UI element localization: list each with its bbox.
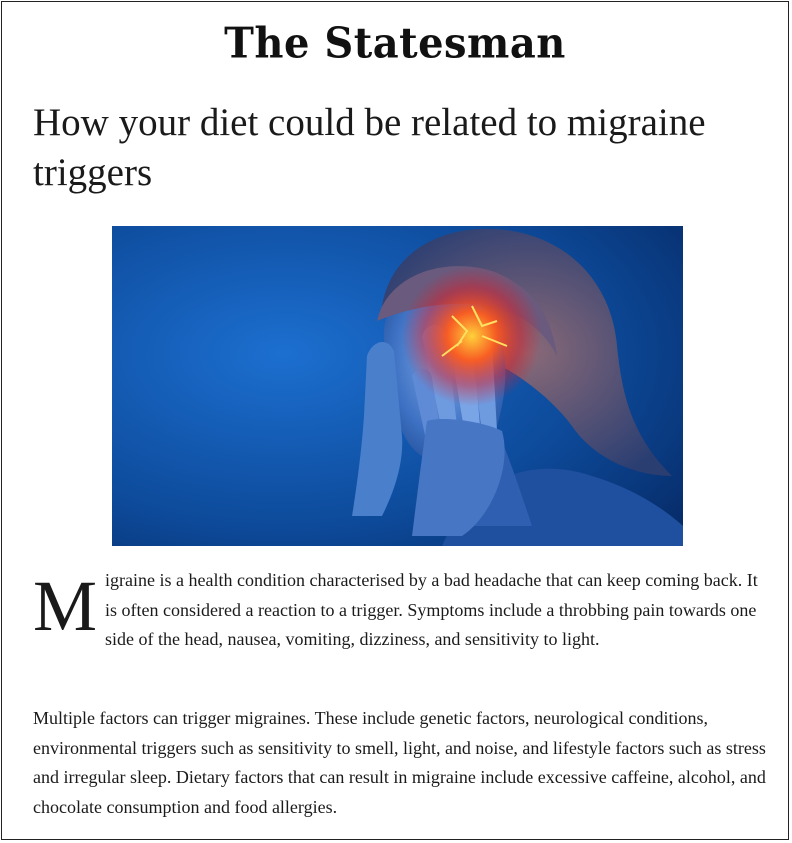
drop-cap: M	[33, 566, 98, 646]
article-paragraph-2: Multiple factors can trigger migraines. These include genetic factors, neurological conditions, environmental triggers such as sensitivity to smell, light, and noise, and lifestyle factors such as stress and irregular sleep. Dietary factors that can result in migraine include excessive caffeine, alcohol, and chocolate consumption and food allergies.	[33, 708, 766, 817]
article-hero-image	[112, 226, 683, 546]
masthead-logo[interactable]: The Statesman	[224, 18, 566, 69]
paragraph-1-text: igraine is a health condition characterised by a bad headache that can keep coming back. It is often considered a reaction to a trigger. Symptoms include a throbbing pain towards one side of the head, nausea, vomiting, dizziness, and sensitivity to light.	[105, 570, 758, 649]
article-frame	[1, 1, 789, 840]
article-headline: How your diet could be related to migraine triggers	[33, 101, 706, 194]
article-paragraph-1	[33, 566, 767, 655]
